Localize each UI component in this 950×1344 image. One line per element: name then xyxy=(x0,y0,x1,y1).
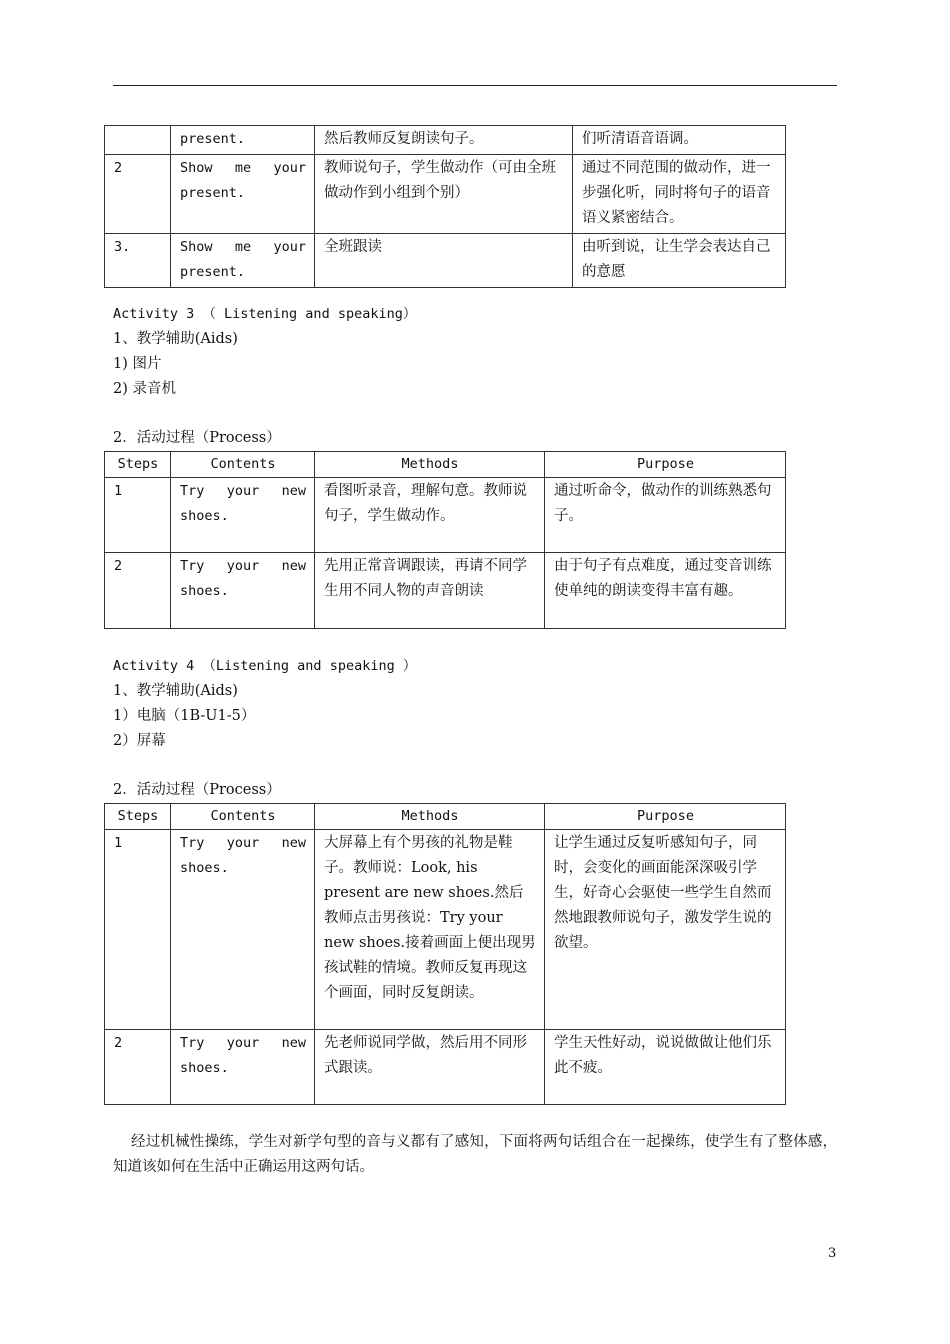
activity4-process-heading: 2．活动过程（Process） xyxy=(113,782,281,798)
activity4-aid-item: 2）屏幕 xyxy=(113,733,166,749)
activity4-aid-item: 1）电脑（1B-U1-5） xyxy=(113,708,256,724)
header-purpose: Purpose xyxy=(545,804,786,830)
activity3-table xyxy=(104,451,786,629)
table-row xyxy=(105,478,786,553)
activity3-aid-item: 1) 图片 xyxy=(113,356,162,372)
activity4-table xyxy=(104,803,786,1105)
table-row xyxy=(105,553,786,629)
header-contents: Contents xyxy=(171,804,315,830)
activity4-aids-heading: 1、教学辅助(Aids) xyxy=(113,683,238,699)
content-cell: Try your new shoes. xyxy=(171,553,315,629)
header-steps: Steps xyxy=(105,804,171,830)
content-cell: Show me your present. xyxy=(171,234,315,288)
activity3-aid-item: 2) 录音机 xyxy=(113,381,176,397)
content-cell: Show me your present. xyxy=(171,155,315,234)
purpose-cell: 通过听命令，做动作的训练熟悉句子。 xyxy=(545,478,786,553)
activity3-aids-heading: 1、教学辅助(Aids) xyxy=(113,331,238,347)
table-row xyxy=(105,126,786,155)
header-methods: Methods xyxy=(315,804,545,830)
table-header-row xyxy=(105,804,786,830)
purpose-cell: 由听到说，让生学会表达自己的意愿 xyxy=(573,234,786,288)
purpose-cell: 由于句子有点难度，通过变音训练使单纯的朗读变得丰富有趣。 xyxy=(545,553,786,629)
table-header-row xyxy=(105,452,786,478)
content-cell: present. xyxy=(171,126,315,155)
content-cell: Try your new shoes. xyxy=(171,1030,315,1105)
table-row xyxy=(105,155,786,234)
step-cell xyxy=(105,126,171,155)
purpose-cell: 学生天性好动，说说做做让他们乐此不疲。 xyxy=(545,1030,786,1105)
step-cell: 2 xyxy=(105,1030,171,1105)
header-rule xyxy=(113,85,837,86)
activity3-process-heading: 2．活动过程（Process） xyxy=(113,430,281,446)
activity4-title: Activity 4 （Listening and speaking ） xyxy=(113,658,417,674)
header-purpose: Purpose xyxy=(545,452,786,478)
purpose-cell: 让学生通过反复听感知句子，同时，会变化的画面能深深吸引学生，好奇心会驱使一些学生自然而然地跟教师说句子，激发学生说的欲望。 xyxy=(545,830,786,1030)
table-row xyxy=(105,830,786,1030)
table-continued xyxy=(104,125,786,288)
method-cell: 大屏幕上有个男孩的礼物是鞋子。教师说：Look, his present are new shoes.然后教师点击男孩说：Try your new shoes.接着画面上便出现男孩试鞋的情境。教师反复再现这个画面，同时反复朗读。 xyxy=(315,830,545,1030)
activity3-title: Activity 3 （ Listening and speaking） xyxy=(113,306,417,322)
purpose-cell: 们听清语音语调。 xyxy=(573,126,786,155)
header-methods: Methods xyxy=(315,452,545,478)
method-cell: 全班跟读 xyxy=(315,234,573,288)
content-cell: Try your new shoes. xyxy=(171,478,315,553)
step-cell: 1 xyxy=(105,478,171,553)
header-steps: Steps xyxy=(105,452,171,478)
method-cell: 看图听录音，理解句意。教师说句子，学生做动作。 xyxy=(315,478,545,553)
step-cell: 1 xyxy=(105,830,171,1030)
method-cell: 先老师说同学做，然后用不同形式跟读。 xyxy=(315,1030,545,1105)
method-cell: 然后教师反复朗读句子。 xyxy=(315,126,573,155)
table-row xyxy=(105,1030,786,1105)
step-cell: 2 xyxy=(105,553,171,629)
step-cell: 3. xyxy=(105,234,171,288)
method-cell: 先用正常音调跟读，再请不同学生用不同人物的声音朗读 xyxy=(315,553,545,629)
closing-paragraph: 经过机械性操练，学生对新学句型的音与义都有了感知，下面将两句话组合在一起操练，使学生有了整体感，知道该如何在生活中正确运用这两句话。 xyxy=(113,1134,837,1175)
method-cell: 教师说句子，学生做动作（可由全班做动作到小组到个别） xyxy=(315,155,573,234)
page-number: 3 xyxy=(828,1246,837,1261)
content-cell: Try your new shoes. xyxy=(171,830,315,1030)
table-row xyxy=(105,234,786,288)
header-contents: Contents xyxy=(171,452,315,478)
step-cell: 2 xyxy=(105,155,171,234)
purpose-cell: 通过不同范围的做动作，进一步强化听，同时将句子的语音语义紧密结合。 xyxy=(573,155,786,234)
